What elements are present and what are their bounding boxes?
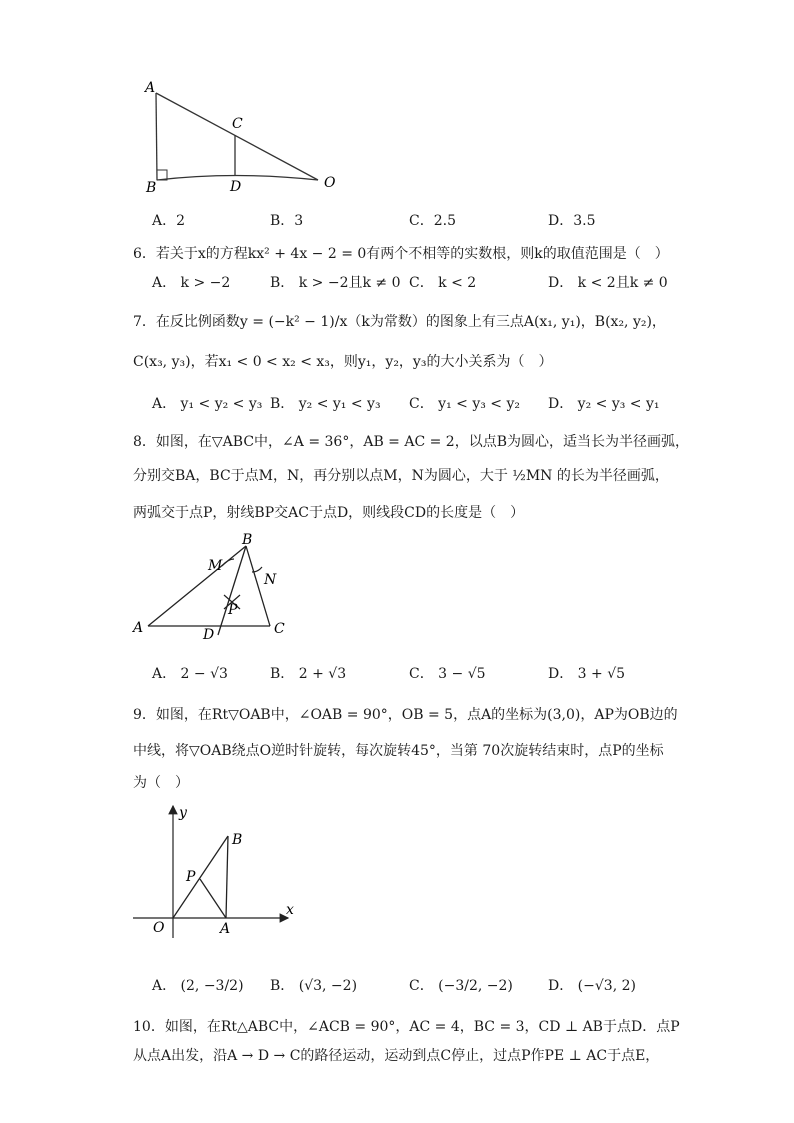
q6-option-d[interactable]: D． k < 2且k ≠ 0	[548, 275, 668, 291]
q5-option-b[interactable]: B．3	[270, 213, 304, 229]
q5-option-d[interactable]: D．3.5	[548, 213, 596, 229]
q7-stem-line2: C(x₃, y₃)，若x₁ < 0 < x₂ < x₃，则y₁，y₂，y₃的大小关系为（ ）	[133, 354, 553, 370]
q6-options	[152, 273, 752, 293]
q8-label-a: A	[133, 620, 144, 636]
q7-option-d[interactable]: D． y₂ < y₃ < y₁	[548, 396, 660, 412]
q8-option-d[interactable]: D． 3 + √5	[548, 666, 626, 682]
q6-option-b[interactable]: B． k > −2且k ≠ 0	[270, 275, 401, 291]
q7-stem-line1: 7．在反比例函数y = (−k² − 1)/x（k为常数）的图象上有三点A(x₁, y₁)，B(x₂, y₂)，	[133, 314, 666, 330]
q8-label-b: B	[242, 532, 253, 548]
q8-label-n: N	[264, 572, 277, 588]
q8-label-p: P	[228, 602, 238, 618]
figure-q9	[128, 798, 308, 948]
q10-stem-line1: 10．如图，在Rt△ABC中，∠ACB = 90°，AC = 4，BC = 3，CD ⊥ AB于点D．点P	[133, 1019, 680, 1035]
q6-option-a[interactable]: A． k > −2	[152, 275, 231, 291]
q8-option-b[interactable]: B． 2 + √3	[270, 666, 347, 682]
q5-option-c[interactable]: C．2.5	[409, 213, 456, 229]
q10-stem-line2: 从点A出发，沿A → D → C的路径运动，运动到点C停止，过点P作PE ⊥ AC于点E，	[133, 1048, 660, 1064]
q8-stem-line1: 8．如图，在▽ABC中，∠A = 36°，AB = AC = 2，以点B为圆心，适当长为半径画弧，	[133, 434, 690, 450]
q8-option-c[interactable]: C． 3 − √5	[409, 666, 486, 682]
q9-label-b: B	[232, 832, 243, 848]
q9-stem-line1: 9．如图，在Rt▽OAB中，∠OAB = 90°，OB = 5，点A的坐标为(3,0)，AP为OB边的	[133, 707, 678, 723]
q8-label-d: D	[203, 627, 215, 643]
q9-label-x: x	[286, 902, 294, 918]
q7-option-c[interactable]: C． y₁ < y₃ < y₂	[409, 396, 520, 412]
q9-option-d[interactable]: D． (−√3, 2)	[548, 978, 636, 994]
q9-label-o: O	[153, 920, 165, 936]
q8-stem-line3: 两弧交于点P，射线BP交AC于点D，则线段CD的长度是（ ）	[133, 505, 525, 521]
q9-options	[152, 976, 752, 996]
q6-option-c[interactable]: C． k < 2	[409, 275, 477, 291]
q5-label-a: A	[145, 80, 156, 96]
figure-q8	[128, 532, 298, 644]
q9-option-a[interactable]: A． (2, −3/2)	[152, 978, 244, 994]
q5-label-d: D	[230, 179, 242, 195]
q9-label-p: P	[186, 869, 196, 885]
q9-stem-line2: 中线，将▽OAB绕点O逆时针旋转，每次旋转45°，当第 70次旋转结束时，点P的坐标	[133, 743, 664, 759]
q5-label-c: C	[232, 116, 243, 132]
q9-option-c[interactable]: C． (−3/2, −2)	[409, 978, 513, 994]
q8-label-c: C	[274, 621, 285, 637]
q5-option-a[interactable]: A．2	[152, 213, 186, 229]
q7-options	[152, 394, 752, 414]
q9-stem-line3: 为（ ）	[133, 775, 189, 791]
q5-options	[152, 211, 752, 231]
q8-options	[152, 664, 752, 684]
q5-label-o: O	[324, 175, 336, 191]
q5-label-b: B	[146, 180, 157, 196]
q8-stem-line2: 分别交BA，BC于点M，N，再分别以点M，N为圆心，大于 ½MN 的长为半径画弧，	[133, 468, 669, 484]
q9-label-a: A	[220, 921, 231, 937]
q7-option-b[interactable]: B． y₂ < y₁ < y₃	[270, 396, 381, 412]
q7-option-a[interactable]: A． y₁ < y₂ < y₃	[152, 396, 263, 412]
q9-option-b[interactable]: B． (√3, −2)	[270, 978, 358, 994]
q8-option-a[interactable]: A． 2 − √3	[152, 666, 228, 682]
figure-q5	[140, 75, 350, 200]
q8-label-m: M	[208, 558, 223, 574]
q9-label-y: y	[179, 805, 187, 821]
q6-stem: 6．若关于x的方程kx² + 4x − 2 = 0有两个不相等的实数根，则k的取值范围是（ ）	[133, 246, 669, 262]
